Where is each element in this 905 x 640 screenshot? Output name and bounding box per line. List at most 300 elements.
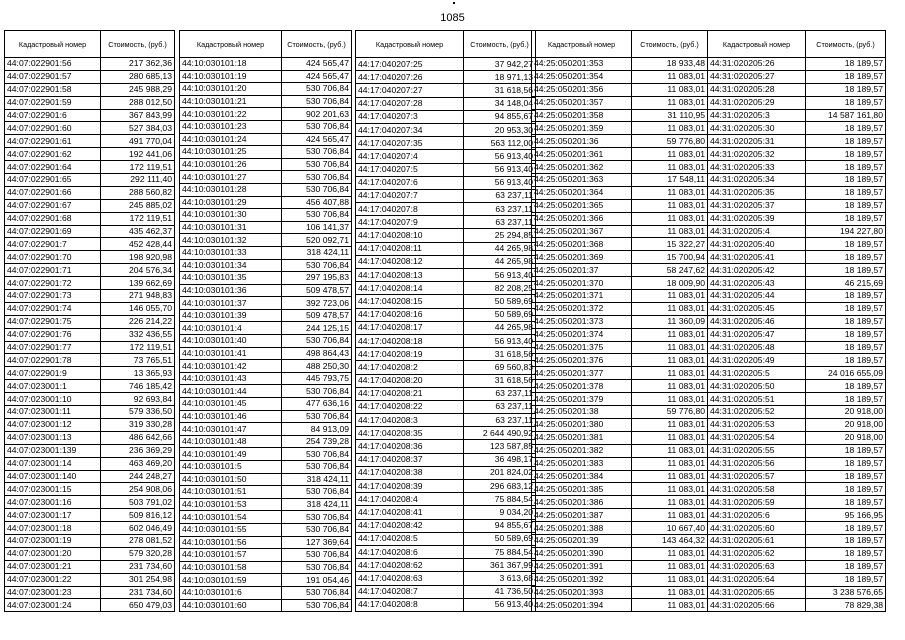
cadastral-number-cell: 44:10:030101:50 [180,473,282,486]
cadastral-number-cell: 44:17:040207:4 [356,150,464,163]
cost-cell: 254 908,06 [101,483,175,496]
cost-cell: 11 083,01 [632,457,708,470]
cost-cell: 18 189,57 [806,483,886,496]
table-row [532,406,708,419]
cadastral-number-cell: 44:25:050201:359 [532,122,632,135]
cadastral-number-cell: 44:17:040208:5 [356,532,464,545]
table-row [708,212,886,225]
cost-cell: 56 913,40 [464,598,536,611]
cadastral-number-cell: 44:17:040207:6 [356,176,464,189]
table-row [5,277,175,290]
cost-cell: 530 706,84 [282,259,352,272]
cost-cell: 25 294,85 [464,229,536,242]
cadastral-number-cell: 44:31:020205:60 [708,522,806,535]
cadastral-number-cell: 44:25:050201:369 [532,251,632,264]
table-row [708,393,886,406]
cost-cell: 226 214,22 [101,315,175,328]
cost-cell: 280 685,13 [101,70,175,83]
cost-cell: 18 189,57 [806,83,886,96]
cadastral-number-cell: 44:10:030101:37 [180,297,282,310]
cost-cell: 92 693,84 [101,393,175,406]
cadastral-number-cell: 44:25:050201:377 [532,367,632,380]
cadastral-number-cell: 44:31:020205:26 [708,58,806,71]
cadastral-number-cell: 44:07:022901:69 [5,225,101,238]
table-row [356,269,536,282]
cadastral-number-cell: 44:31:020205:37 [708,199,806,212]
table-row [180,435,352,448]
cadastral-number-cell: 44:10:030101:21 [180,95,282,108]
cost-cell: 18 189,57 [806,393,886,406]
table-row [708,148,886,161]
cost-cell: 530 706,84 [282,599,352,612]
table-row [5,135,175,148]
cadastral-number-cell: 44:17:040208:17 [356,321,464,334]
cadastral-number-cell: 44:10:030101:31 [180,221,282,234]
cadastral-number-cell: 44:31:020205:58 [708,483,806,496]
cost-cell: 69 560,83 [464,361,536,374]
header-cadastral-number: Кадастровый номер [5,31,101,58]
cost-cell: 73 765,51 [101,354,175,367]
cadastral-number-cell: 44:31:020205:65 [708,586,806,599]
cadastral-number-cell: 44:25:050201:392 [532,573,632,586]
cadastral-number-cell: 44:25:050201:39 [532,534,632,547]
table-row [708,431,886,444]
cost-cell: 18 189,57 [806,380,886,393]
cost-cell: 18 009,90 [632,277,708,290]
cost-cell: 20 953,30 [464,123,536,136]
cadastral-number-cell: 44:25:050201:374 [532,328,632,341]
table-row [180,120,352,133]
cadastral-number-cell: 44:07:022901:73 [5,290,101,303]
table-row [5,522,175,535]
cadastral-number-cell: 44:10:030101:33 [180,246,282,259]
cadastral-number-cell: 44:07:023001:23 [5,586,101,599]
table-header-row [5,31,175,58]
cost-cell: 530 706,84 [282,410,352,423]
table-row [708,483,886,496]
cost-cell: 530 706,84 [282,95,352,108]
cadastral-number-cell: 44:17:040208:62 [356,559,464,572]
cadastral-number-cell: 44:07:022901:66 [5,186,101,199]
cadastral-number-cell: 44:10:030101:23 [180,120,282,133]
cost-cell: 602 046,49 [101,522,175,535]
table-row [356,150,536,163]
cost-cell: 172 119,51 [101,161,175,174]
header-cost: Стоимость, (руб.) [282,31,352,58]
header-cadastral-number: Кадастровый номер [708,31,806,58]
table-row [180,511,352,524]
table-row [532,70,708,83]
cost-cell: 18 189,57 [806,70,886,83]
cadastral-number-cell: 44:25:050201:356 [532,83,632,96]
cadastral-number-cell: 44:31:020205:40 [708,238,806,251]
cost-cell: 11 083,01 [632,496,708,509]
cadastral-number-cell: 44:25:050201:373 [532,315,632,328]
table-row [532,109,708,122]
cadastral-number-cell: 44:17:040207:34 [356,123,464,136]
cadastral-number-cell: 44:10:030101:22 [180,108,282,121]
table-row [180,372,352,385]
cost-cell: 10 667,40 [632,522,708,535]
cost-cell: 50 589,69 [464,308,536,321]
cost-cell: 318 424,11 [282,473,352,486]
cost-cell: 198 920,98 [101,251,175,264]
cadastral-number-cell: 44:07:022901:6 [5,109,101,122]
table-row [180,486,352,499]
cadastral-number-cell: 44:10:030101:57 [180,549,282,562]
cadastre-table-1 [4,30,175,612]
table-header-row [180,31,352,58]
cost-cell: 11 083,01 [632,148,708,161]
cadastral-number-cell: 44:17:040208:41 [356,506,464,519]
cost-cell: 24 016 655,09 [806,367,886,380]
table-row [708,367,886,380]
table-row [532,315,708,328]
cost-cell: 11 083,01 [632,70,708,83]
cadastral-number-cell: 44:07:022901:67 [5,199,101,212]
cadastral-number-cell: 44:31:020205:59 [708,496,806,509]
table-row [532,122,708,135]
cadastral-number-cell: 44:31:020205:41 [708,251,806,264]
table-row [532,496,708,509]
table-row [356,97,536,110]
cost-cell: 172 119,51 [101,212,175,225]
cost-cell: 530 706,84 [282,586,352,599]
cost-cell: 11 083,01 [632,599,708,612]
cost-cell: 20 918,00 [806,431,886,444]
cost-cell: 491 770,04 [101,135,175,148]
cadastral-number-cell: 44:07:023001:11 [5,406,101,419]
cadastral-number-cell: 44:25:050201:378 [532,380,632,393]
cadastral-number-cell: 44:25:050201:37 [532,264,632,277]
table-row [532,212,708,225]
cadastral-number-cell: 44:10:030101:53 [180,498,282,511]
cadastral-number-cell: 44:07:023001:19 [5,534,101,547]
page-number: 1085 [440,12,465,24]
cost-cell: 530 706,84 [282,461,352,474]
table-row [180,108,352,121]
cadastral-number-cell: 44:25:050201:380 [532,418,632,431]
table-row [5,599,175,612]
table-row [180,158,352,171]
cost-cell: 11 083,01 [632,96,708,109]
cadastral-number-cell: 44:25:050201:385 [532,483,632,496]
cost-cell: 318 424,11 [282,246,352,259]
table-row [180,360,352,373]
cadastral-number-cell: 44:31:020205:52 [708,406,806,419]
table-row [5,341,175,354]
cadastral-number-cell: 44:10:030101:58 [180,561,282,574]
cadastral-number-cell: 44:17:040207:9 [356,216,464,229]
table-row [180,171,352,184]
table-row [708,534,886,547]
table-row [532,431,708,444]
table-row [708,96,886,109]
table-row [180,347,352,360]
cost-cell: 527 384,03 [101,122,175,135]
cost-cell: 20 918,00 [806,418,886,431]
cadastral-number-cell: 44:25:050201:381 [532,431,632,444]
cadastral-number-cell: 44:17:040207:8 [356,203,464,216]
table-row [708,328,886,341]
cadastral-number-cell: 44:17:040208:6 [356,545,464,558]
table-row [708,573,886,586]
table-row [708,109,886,122]
table-row [5,393,175,406]
table-row [532,161,708,174]
table-row [532,83,708,96]
cost-cell: 530 706,84 [282,523,352,536]
cost-cell: 530 706,84 [282,158,352,171]
cost-cell: 486 642,66 [101,431,175,444]
table-row [708,315,886,328]
table-row [180,473,352,486]
cadastral-number-cell: 44:31:020205:55 [708,444,806,457]
cost-cell: 11 083,01 [632,212,708,225]
cadastral-number-cell: 44:10:030101:45 [180,398,282,411]
cost-cell: 31 618,56 [464,84,536,97]
cadastral-number-cell: 44:17:040208:36 [356,440,464,453]
table-row [532,186,708,199]
cost-cell: 18 189,57 [806,174,886,187]
cost-cell: 11 083,01 [632,586,708,599]
cadastral-number-cell: 44:25:050201:391 [532,560,632,573]
cost-cell: 106 141,37 [282,221,352,234]
cost-cell: 94 855,67 [464,519,536,532]
header-cost: Стоимость, (руб.) [464,31,536,58]
table-row [708,238,886,251]
cost-cell: 292 111,40 [101,174,175,187]
table-row [5,290,175,303]
cost-cell: 288 560,82 [101,186,175,199]
table-row [5,238,175,251]
cadastral-number-cell: 44:10:030101:19 [180,70,282,83]
table-row [5,328,175,341]
table-row [5,58,175,71]
table-row [5,354,175,367]
cost-cell: 59 776,80 [632,406,708,419]
cadastral-number-cell: 44:07:022901:75 [5,315,101,328]
table-row [180,196,352,209]
table-row [180,146,352,159]
table-row [5,560,175,573]
cost-cell: 56 913,40 [464,163,536,176]
table-row [356,440,536,453]
cadastral-number-cell: 44:25:050201:371 [532,290,632,303]
cost-cell: 56 913,40 [464,176,536,189]
cost-cell: 11 083,01 [632,161,708,174]
table-row [5,251,175,264]
table-row [532,290,708,303]
cost-cell: 244 125,15 [282,322,352,335]
cost-cell: 579 336,50 [101,406,175,419]
cost-cell: 11 083,01 [632,354,708,367]
cost-cell: 11 083,01 [632,199,708,212]
cost-cell: 18 189,57 [806,328,886,341]
table-row [356,545,536,558]
table-header-row [708,31,886,58]
cost-cell: 18 189,57 [806,496,886,509]
cost-cell: 82 208,25 [464,282,536,295]
cadastral-number-cell: 44:17:040208:16 [356,308,464,321]
cadastral-number-cell: 44:17:040208:21 [356,387,464,400]
cost-cell: 579 320,28 [101,547,175,560]
cadastral-number-cell: 44:07:022901:70 [5,251,101,264]
table-row [356,598,536,611]
cadastral-number-cell: 44:25:050201:382 [532,444,632,457]
cadastral-number-cell: 44:31:020205:48 [708,341,806,354]
cadastral-number-cell: 44:31:020205:62 [708,547,806,560]
cadastral-number-cell: 44:07:022901:61 [5,135,101,148]
table-row [5,483,175,496]
table-row [5,547,175,560]
cost-cell: 3 613,68 [464,572,536,585]
table-row [532,277,708,290]
cadastral-number-cell: 44:07:022901:58 [5,83,101,96]
table-row [532,547,708,560]
table-row [180,410,352,423]
cost-cell: 75 884,54 [464,493,536,506]
cost-cell: 63 237,11 [464,203,536,216]
cost-cell: 318 424,11 [282,498,352,511]
table-row [356,163,536,176]
table-row [356,506,536,519]
cost-cell: 424 565,47 [282,70,352,83]
cadastral-number-cell: 44:17:040208:8 [356,598,464,611]
cost-cell: 463 469,20 [101,457,175,470]
cost-cell: 194 227,80 [806,225,886,238]
cadastral-number-cell: 44:25:050201:394 [532,599,632,612]
cost-cell: 18 189,57 [806,238,886,251]
cost-cell: 11 083,01 [632,573,708,586]
table-row [180,209,352,222]
cost-cell: 231 734,60 [101,560,175,573]
table-row [5,264,175,277]
cost-cell: 139 662,69 [101,277,175,290]
table-row [5,212,175,225]
cadastral-number-cell: 44:31:020205:51 [708,393,806,406]
cost-cell: 172 119,51 [101,341,175,354]
cost-cell: 530 706,84 [282,171,352,184]
cost-cell: 3 238 576,65 [806,586,886,599]
cost-cell: 18 189,57 [806,341,886,354]
table-row [532,174,708,187]
table-row [356,123,536,136]
cadastral-number-cell: 44:31:020205:32 [708,148,806,161]
table-row [708,58,886,71]
cadastral-number-cell: 44:25:050201:365 [532,199,632,212]
page-dot [453,2,455,4]
table-row [532,470,708,483]
cadastral-number-cell: 44:31:020205:35 [708,186,806,199]
cadastral-number-cell: 44:31:020205:45 [708,302,806,315]
cost-cell: 31 618,56 [464,374,536,387]
cost-cell: 297 195,83 [282,272,352,285]
cost-cell: 17 548,11 [632,174,708,187]
cost-cell: 530 706,84 [282,183,352,196]
cadastral-number-cell: 44:17:040207:7 [356,189,464,202]
cost-cell: 14 587 161,80 [806,109,886,122]
cadastral-number-cell: 44:31:020205:28 [708,83,806,96]
cadastral-number-cell: 44:31:020205:4 [708,225,806,238]
cost-cell: 530 706,84 [282,561,352,574]
cadastral-number-cell: 44:07:022901:62 [5,148,101,161]
cadastral-number-cell: 44:07:023001:22 [5,573,101,586]
table-row [180,561,352,574]
cost-cell: 146 055,70 [101,302,175,315]
cadastral-number-cell: 44:17:040208:63 [356,572,464,585]
cost-cell: 650 479,03 [101,599,175,612]
cost-cell: 11 083,01 [632,560,708,573]
cost-cell: 424 565,47 [282,133,352,146]
cadastral-number-cell: 44:25:050201:368 [532,238,632,251]
cost-cell: 18 189,57 [806,251,886,264]
table-row [5,161,175,174]
cost-cell: 271 948,83 [101,290,175,303]
cost-cell: 123 587,85 [464,440,536,453]
cost-cell: 63 237,11 [464,189,536,202]
cadastral-number-cell: 44:25:050201:363 [532,174,632,187]
cadastral-number-cell: 44:25:050201:390 [532,547,632,560]
cadastral-number-cell: 44:07:022901:68 [5,212,101,225]
cadastral-number-cell: 44:10:030101:4 [180,322,282,335]
table-row [356,71,536,84]
cost-cell: 301 254,98 [101,573,175,586]
cadastral-number-cell: 44:31:020205:27 [708,70,806,83]
cadastral-number-cell: 44:07:022901:78 [5,354,101,367]
cadastral-number-cell: 44:25:050201:384 [532,470,632,483]
cost-cell: 530 706,84 [282,385,352,398]
table-row [532,354,708,367]
cadastral-number-cell: 44:31:020205:63 [708,560,806,573]
cost-cell: 34 148,04 [464,97,536,110]
cadastral-number-cell: 44:17:040208:37 [356,453,464,466]
table-row [532,534,708,547]
cadastral-number-cell: 44:31:020205:5 [708,367,806,380]
cadastral-number-cell: 44:07:023001:16 [5,496,101,509]
cost-cell: 498 864,43 [282,347,352,360]
cost-cell: 445 793,75 [282,372,352,385]
cost-cell: 78 829,38 [806,599,886,612]
cost-cell: 44 265,98 [464,321,536,334]
cost-cell: 94 855,67 [464,110,536,123]
cadastral-number-cell: 44:10:030101:29 [180,196,282,209]
table-row [708,418,886,431]
cost-cell: 56 913,40 [464,334,536,347]
table-row [532,586,708,599]
table-row [356,334,536,347]
table-row [180,385,352,398]
cadastral-number-cell: 44:17:040207:28 [356,97,464,110]
cadastral-number-cell: 44:07:023001:139 [5,444,101,457]
cadastral-number-cell: 44:25:050201:388 [532,522,632,535]
cadastral-number-cell: 44:10:030101:51 [180,486,282,499]
cadastral-number-cell: 44:10:030101:55 [180,523,282,536]
cost-cell: 11 083,01 [632,547,708,560]
table-row [180,523,352,536]
cost-cell: 18 189,57 [806,457,886,470]
cost-cell: 84 913,09 [282,423,352,436]
cost-cell: 530 706,84 [282,209,352,222]
cadastral-number-cell: 44:10:030101:25 [180,146,282,159]
cadastral-number-cell: 44:31:020205:44 [708,290,806,303]
cadastral-number-cell: 44:10:030101:46 [180,410,282,423]
cadastral-number-cell: 44:17:040208:38 [356,466,464,479]
table-row [356,229,536,242]
cadastral-number-cell: 44:07:023001:20 [5,547,101,560]
cadastral-number-cell: 44:10:030101:60 [180,599,282,612]
cadastral-number-cell: 44:07:023001:21 [5,560,101,573]
